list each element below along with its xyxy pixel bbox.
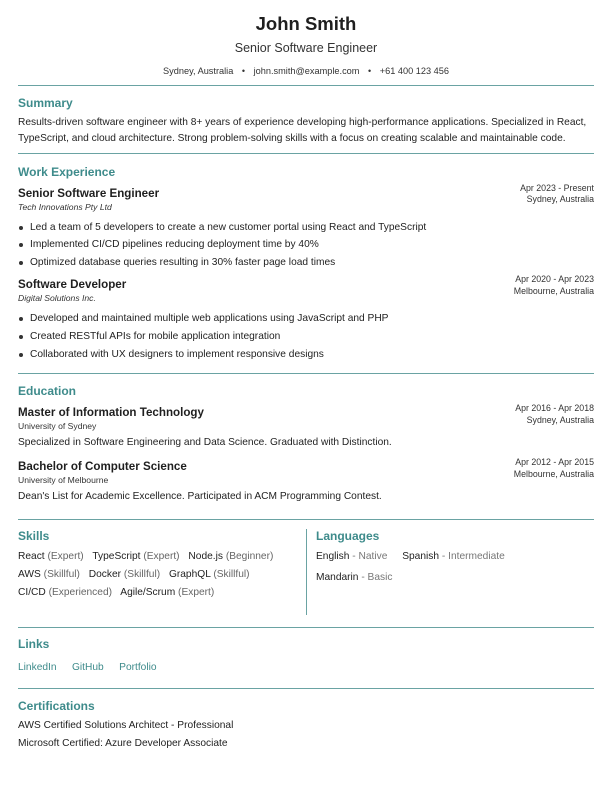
skill-level: (Skillful): [123, 568, 161, 580]
job-title: Senior Software Engineer: [18, 186, 160, 200]
education-location: Sydney, Australia: [526, 414, 594, 425]
skills-languages-row: [18, 529, 594, 617]
section-title-languages: Languages: [316, 528, 380, 543]
contact-separator: •: [368, 66, 372, 76]
link-github[interactable]: GitHub: [71, 661, 104, 673]
education-meta: [515, 403, 594, 426]
bullet-item: Led a team of 5 developers to create a new customer portal using React and TypeScript: [18, 219, 594, 237]
skill-name: TypeScript: [92, 550, 141, 562]
section-divider: [18, 153, 594, 154]
contact-phone[interactable]: +61 400 123 456: [379, 66, 449, 76]
job-location: Sydney, Australia: [526, 194, 594, 205]
education-entry: [18, 456, 594, 505]
languages-list: [316, 546, 594, 588]
resume-header: [18, 0, 594, 77]
link-linkedin[interactable]: LinkedIn: [18, 661, 57, 673]
section-title-work: Work Experience: [18, 164, 116, 179]
skill-name: React: [18, 550, 45, 562]
section-divider: [18, 627, 594, 628]
education-note: Dean's List for Academic Excellence. Participated in ACM Programming Contest.: [18, 490, 382, 502]
job-location: Melbourne, Australia: [513, 285, 594, 296]
contact-line: [18, 65, 594, 77]
language-level: - Basic: [361, 571, 393, 583]
contact-location: Sydney, Australia: [163, 66, 234, 76]
language-item: [402, 551, 505, 562]
degree-title: Bachelor of Computer Science: [18, 459, 187, 473]
job-dates: Apr 2020 - Apr 2023: [515, 274, 594, 285]
language-name: Spanish: [402, 550, 440, 562]
education-dates: Apr 2016 - Apr 2018: [515, 403, 594, 414]
bullet-item: Implemented CI/CD pipelines reducing deployment time by 40%: [18, 236, 594, 254]
skill-level: (Beginner): [225, 550, 274, 562]
link-portfolio[interactable]: Portfolio: [119, 661, 157, 673]
language-level: - Native: [352, 550, 388, 562]
bullet-item: Created RESTful APIs for mobile application integration: [18, 328, 594, 346]
job-title: Software Developer: [18, 278, 127, 292]
skill-name: Node.js: [188, 550, 223, 562]
skill-item: [120, 587, 214, 598]
skill-name: CI/CD: [18, 586, 46, 598]
skill-level: (Skillful): [43, 568, 80, 580]
links-section: [18, 637, 594, 675]
section-title-education: Education: [18, 384, 77, 399]
skill-level: (Experienced): [48, 586, 112, 598]
bullet-item: Collaborated with UX designers to implement responsive designs: [18, 346, 594, 364]
education-note: Specialized in Software Engineering and Data Science. Graduated with Distinction.: [18, 437, 392, 449]
summary-text: Results-driven software engineer with 8+ years of experience developing high-performance applications. Specialized in React, TypeScript, and cloud architecture. Strong problem-solving skills with a focus on creating scalable and maintainable code.: [18, 117, 587, 144]
languages-section: [316, 529, 594, 588]
job-meta: [520, 183, 594, 206]
skills-row: [18, 584, 306, 602]
language-item: [316, 551, 387, 562]
contact-email[interactable]: john.smith@example.com: [253, 66, 360, 76]
candidate-name: John Smith: [255, 13, 357, 34]
skills-row: [18, 548, 306, 566]
school-name: University of Melbourne: [18, 474, 109, 485]
languages-row: [316, 546, 594, 567]
section-divider: [18, 688, 594, 689]
section-divider: [18, 519, 594, 520]
skill-item: [18, 569, 80, 580]
skill-level: (Expert): [178, 586, 215, 598]
resume-page: [18, 0, 594, 753]
language-name: Mandarin: [316, 571, 359, 583]
education-entry: [18, 405, 594, 451]
company-name: Tech Innovations Pty Ltd: [18, 201, 112, 212]
job-bullets: [18, 219, 594, 272]
school-name: University of Sydney: [18, 421, 97, 432]
job-meta: [514, 274, 594, 297]
skill-item: [89, 569, 160, 580]
summary-section: [18, 96, 594, 147]
links-list: [18, 657, 594, 675]
skill-name: Agile/Scrum: [120, 586, 176, 598]
skill-level: (Expert): [143, 550, 180, 562]
section-title-certifications: Certifications: [18, 698, 95, 713]
contact-separator: •: [241, 66, 246, 76]
certifications-list: [18, 717, 594, 753]
language-item: [316, 572, 392, 583]
skill-item: [18, 587, 112, 598]
section-title-links: Links: [18, 636, 50, 651]
company-name: Digital Solutions Inc.: [18, 293, 96, 304]
skill-item: [169, 569, 250, 580]
section-divider: [18, 85, 594, 86]
skill-name: AWS: [18, 568, 41, 580]
job-dates: Apr 2023 - Present: [520, 182, 594, 193]
candidate-headline: Senior Software Engineer: [234, 41, 378, 55]
skill-level: (Expert): [47, 550, 84, 562]
section-divider: [18, 373, 594, 374]
skills-list: [18, 548, 306, 602]
certification-item: AWS Certified Solutions Architect - Professional: [18, 719, 234, 731]
certification-item: Microsoft Certified: Azure Developer Associate: [18, 737, 228, 749]
bullet-item: Optimized database queries resulting in 30% faster page load times: [18, 254, 594, 272]
job-bullets: [18, 310, 594, 363]
column-divider: [306, 529, 307, 615]
section-title-skills: Skills: [18, 528, 50, 543]
education-meta: [514, 457, 594, 480]
skills-section: [18, 529, 306, 602]
degree-title: Master of Information Technology: [18, 406, 204, 420]
work-section: [18, 165, 594, 364]
skill-item: [18, 551, 84, 562]
language-level: - Intermediate: [441, 550, 505, 562]
skill-item: [188, 551, 273, 562]
languages-row: [316, 567, 594, 588]
education-location: Melbourne, Australia: [513, 468, 594, 479]
skill-name: Docker: [88, 568, 122, 580]
skill-level: (Skillful): [213, 568, 250, 580]
skill-item: [92, 551, 179, 562]
work-entry: [18, 182, 594, 272]
section-title-summary: Summary: [18, 96, 73, 110]
language-name: English: [316, 550, 350, 562]
education-section: [18, 384, 594, 505]
certifications-section: [18, 699, 594, 753]
work-entry: [18, 274, 594, 363]
education-dates: Apr 2012 - Apr 2015: [515, 456, 594, 467]
bullet-item: Developed and maintained multiple web applications using JavaScript and PHP: [18, 310, 594, 328]
skills-row: [18, 566, 306, 584]
skill-name: GraphQL: [168, 568, 211, 580]
